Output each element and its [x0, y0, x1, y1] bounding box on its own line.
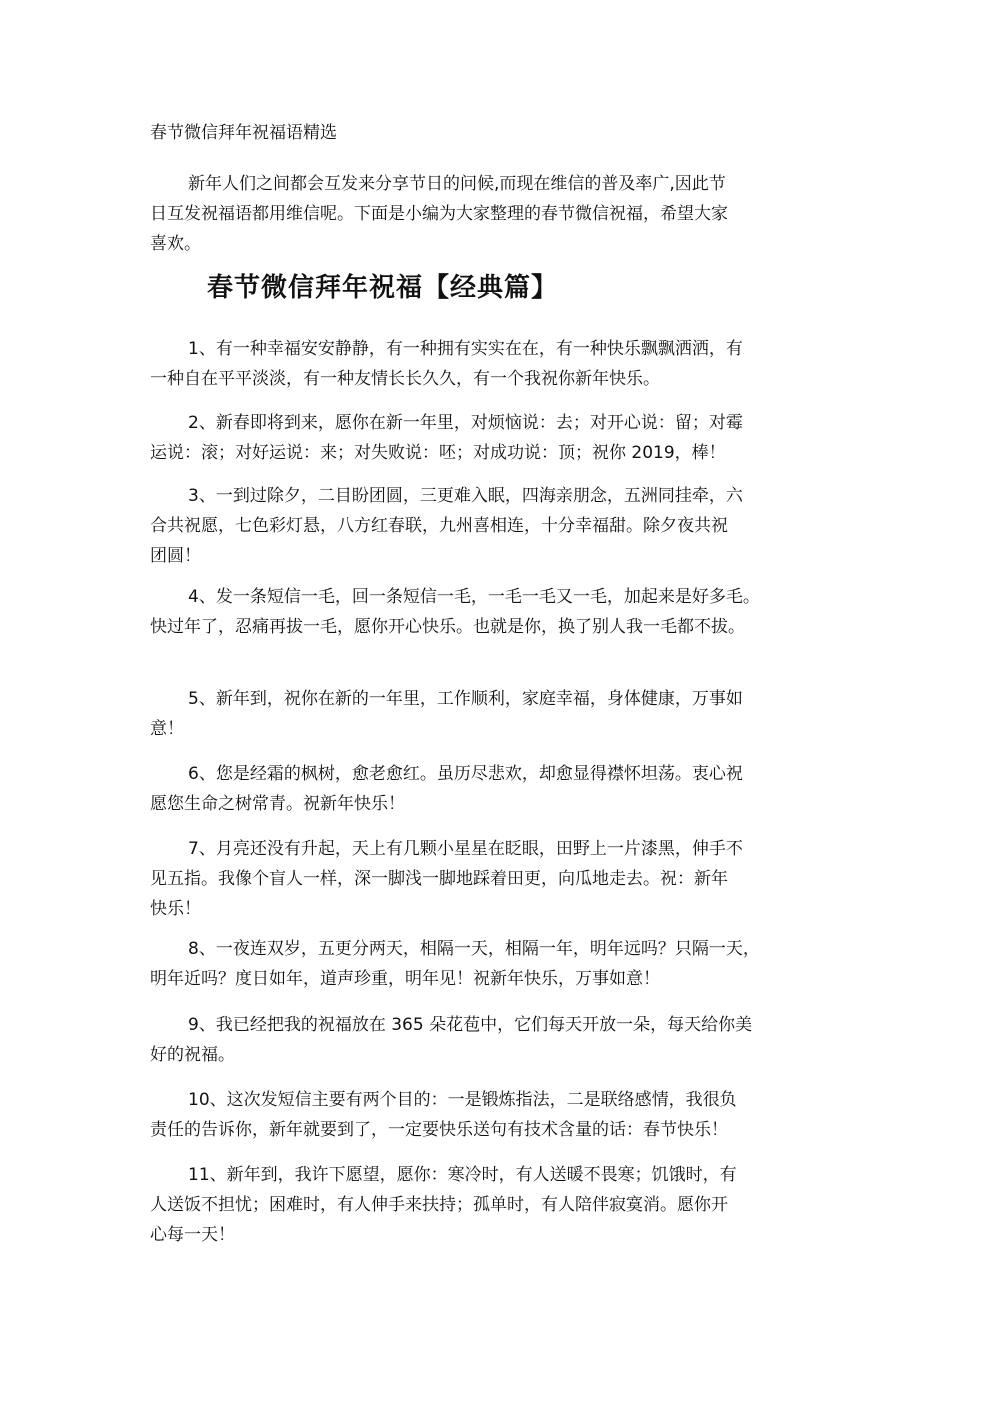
item-line: 8、一夜连双岁，五更分两天，相隔一天，相隔一年，明年远吗？只隔一天，: [188, 939, 760, 959]
item-line: 9、我已经把我的祝福放在 365 朵花苞中，它们每天开放一朵，每天给你美: [188, 1015, 753, 1035]
item-line: 人送饭不担忧；困难时，有人伸手来扶持；孤单时，有人陪伴寂寞消。愿你开: [150, 1195, 728, 1215]
item-line: 意！: [150, 719, 184, 739]
item-line: 5、新年到，祝你在新的一年里，工作顺利，家庭幸福，身体健康，万事如: [188, 689, 743, 709]
greeting-item-5: [150, 684, 870, 744]
document-title: 春节微信拜年祝福语精选: [150, 123, 337, 143]
item-line: 责任的告诉你，新年就要到了，一定要快乐送句有技术含量的话：春节快乐！: [150, 1120, 728, 1140]
item-line: 6、您是经霜的枫树，愈老愈红。虽历尽悲欢，却愈显得襟怀坦荡。衷心祝: [188, 764, 743, 784]
item-line: 愿您生命之树常青。祝新年快乐！: [150, 794, 405, 814]
greeting-item-4: [150, 582, 870, 642]
greeting-item-8: [150, 934, 870, 994]
greeting-item-10: [150, 1085, 870, 1145]
item-line: 合共祝愿，七色彩灯悬，八方红春联，九州喜相连，十分幸福甜。除夕夜共祝: [150, 516, 728, 536]
greeting-item-9: [150, 1010, 870, 1070]
intro-line: 新年人们之间都会互发来分享节日的问候,而现在维信的普及率广,因此节: [188, 174, 726, 194]
item-line: 2、新春即将到来，愿你在新一年里，对烦恼说：去；对开心说：留；对霉: [188, 413, 743, 433]
section-heading: 春节微信拜年祝福【经典篇】: [207, 273, 559, 303]
item-line: 10、这次发短信主要有两个目的：一是锻炼指法，二是联络感情，我很负: [188, 1090, 737, 1110]
item-line: 11、新年到，我许下愿望，愿你：寒冷时，有人送暖不畏寒；饥饿时，有: [188, 1165, 737, 1185]
item-line: 7、月亮还没有升起，天上有几颗小星星在眨眼，田野上一片漆黑，伸手不: [188, 839, 743, 859]
item-line: 运说：滚；对好运说：来；对失败说：呸；对成功说：顶；祝你 2019，棒！: [150, 443, 726, 463]
item-line: 明年近吗？度日如年，道声珍重，明年见！祝新年快乐，万事如意！: [150, 969, 660, 989]
item-line: 团圆！: [150, 546, 201, 566]
item-line: 见五指。我像个盲人一样，深一脚浅一脚地踩着田更，向瓜地走去。祝：新年: [150, 869, 728, 889]
intro-paragraph: [150, 169, 860, 259]
greeting-item-11: [150, 1160, 870, 1250]
item-line: 快乐！: [150, 899, 201, 919]
intro-line: 喜欢。: [150, 234, 201, 254]
greeting-item-7: [150, 834, 870, 924]
greeting-item-3: [150, 481, 870, 571]
item-line: 好的祝福。: [150, 1045, 235, 1065]
greeting-item-1: [150, 334, 870, 394]
item-line: 4、发一条短信一毛，回一条短信一毛，一毛一毛又一毛，加起来是好多毛。: [188, 587, 760, 607]
item-line: 快过年了，忍痛再拔一毛，愿你开心快乐。也就是你，换了别人我一毛都不拔。: [150, 617, 745, 637]
item-line: 3、一到过除夕，二目盼团圆，三更难入眠，四海亲朋念，五洲同挂牵，六: [188, 486, 743, 506]
item-line: 一种自在平平淡淡，有一种友情长长久久，有一个我祝你新年快乐。: [150, 369, 660, 389]
item-line: 1、有一种幸福安安静静，有一种拥有实实在在，有一种快乐飘飘洒洒，有: [188, 339, 743, 359]
greeting-item-6: [150, 759, 870, 819]
greeting-item-2: [150, 408, 870, 468]
intro-line: 日互发祝福语都用维信呢。下面是小编为大家整理的春节微信祝福，希望大家: [150, 204, 728, 224]
item-line: 心每一天！: [150, 1225, 235, 1245]
